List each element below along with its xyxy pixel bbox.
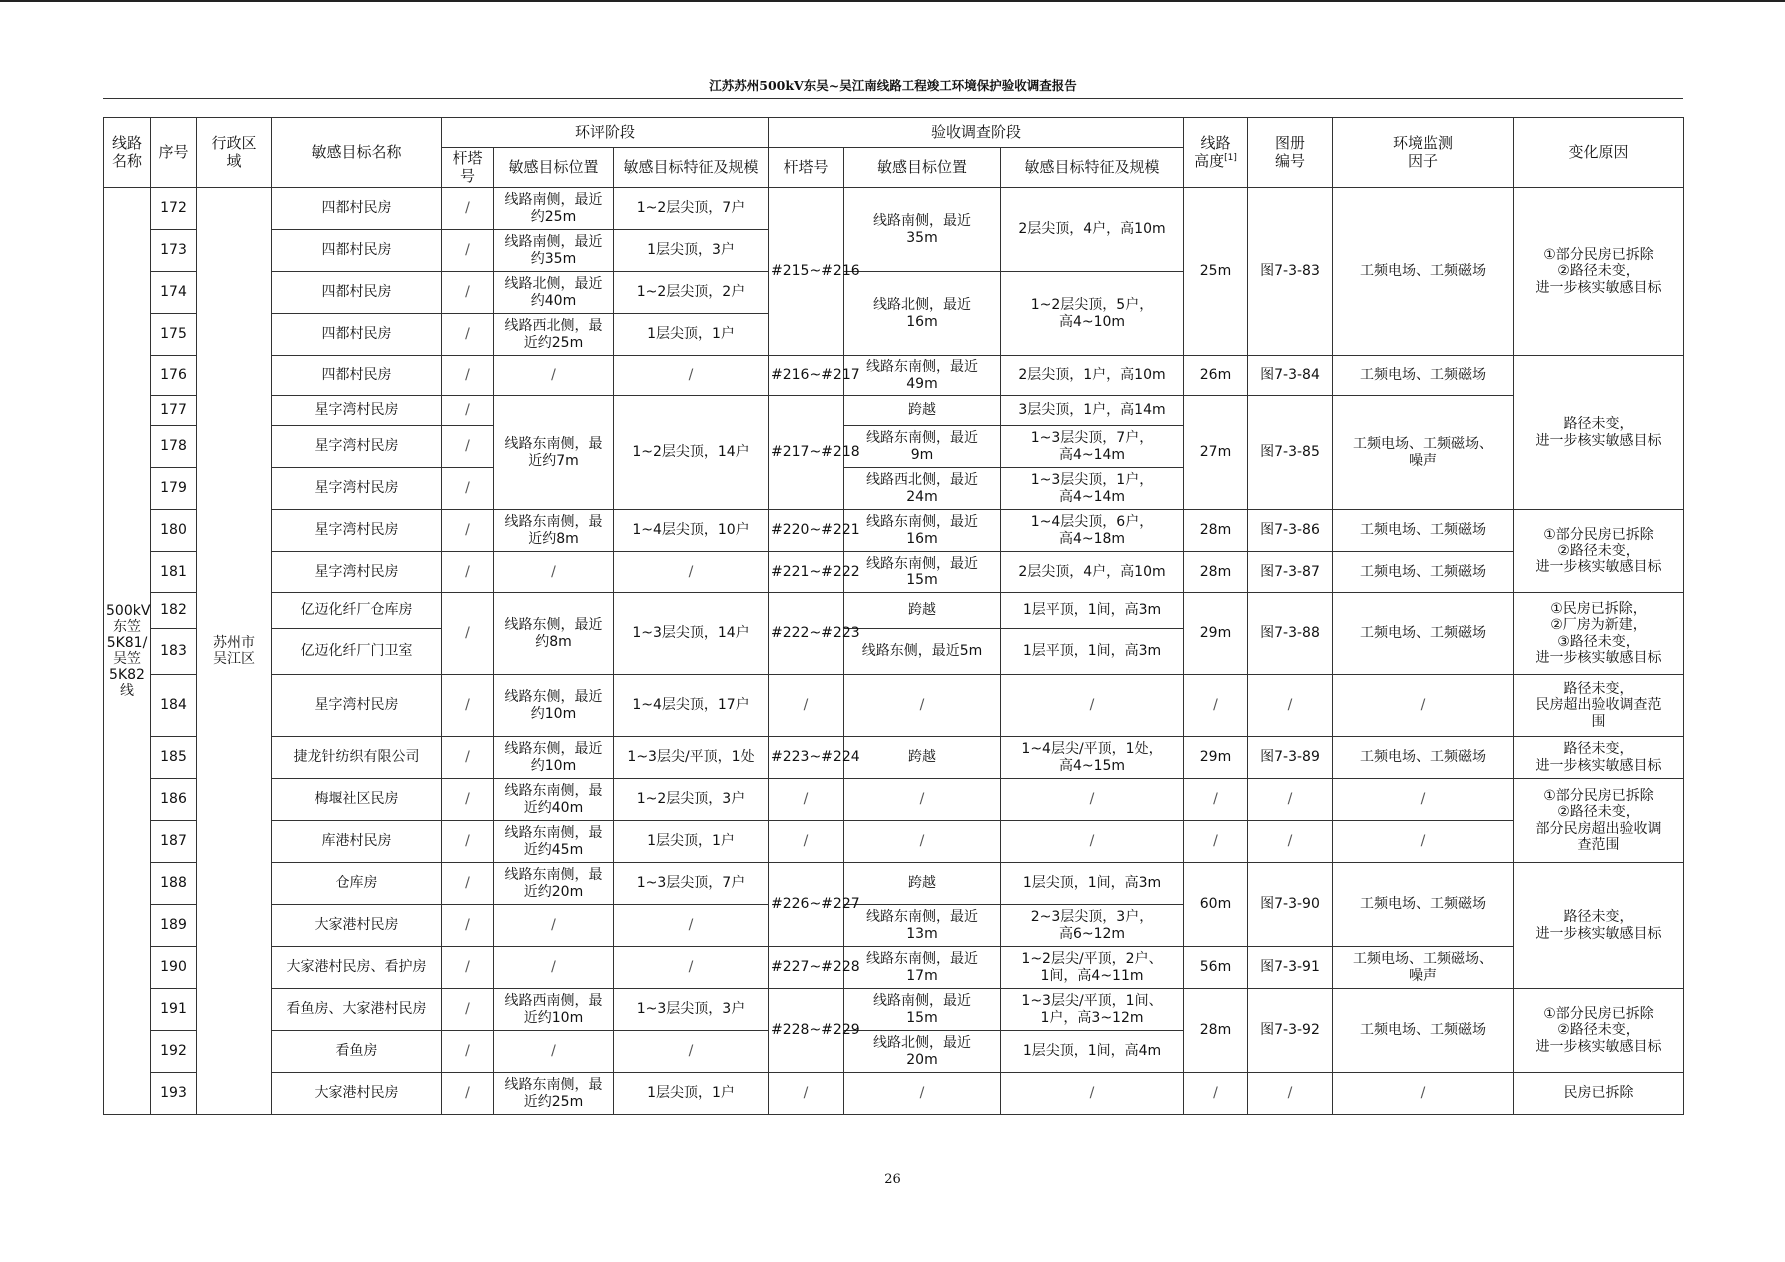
figure-no-cell: 图7-3-92 [1248,989,1333,1073]
line-height-cell: / [1184,779,1248,821]
eia-position-cell: 线路东南侧，最 近约45m [494,821,614,863]
line-height-cell: 27m [1184,396,1248,510]
eia-tower-cell: / [442,356,494,396]
eia-tower-cell: / [442,779,494,821]
header-line-height: 线路 高度[1] [1184,118,1248,188]
eia-tower-cell: / [442,314,494,356]
target-name-cell: 梅堰社区民房 [272,779,442,821]
header-seq: 序号 [151,118,197,188]
monitoring-cell: 工频电场、工频磁场 [1333,863,1514,947]
eia-features-cell: 1~3层尖/平顶，1处 [614,737,769,779]
eia-tower-cell: / [442,821,494,863]
figure-no-cell: / [1248,779,1333,821]
acc-tower-cell: #216~#217 [769,356,844,396]
target-name-cell: 四都村民房 [272,314,442,356]
eia-position-cell: 线路东南侧，最 近约25m [494,1073,614,1115]
acc-features-cell: 1层尖顶，1间，高4m [1001,1031,1184,1073]
eia-features-cell: 1~2层尖顶，7户 [614,188,769,230]
header-monitoring: 环境监测 因子 [1333,118,1514,188]
acc-position-cell: 线路东南侧，最近 13m [844,905,1001,947]
acc-position-cell: / [844,821,1001,863]
acc-position-cell: / [844,675,1001,737]
table-row [104,552,1684,593]
header-acc-position: 敏感目标位置 [844,148,1001,188]
seq-cell: 186 [151,779,197,821]
line-height-cell: 29m [1184,737,1248,779]
sensitive-targets-table [103,117,1684,1115]
figure-no-cell: / [1248,821,1333,863]
target-name-cell: 大家港村民房 [272,905,442,947]
target-name-cell: 星字湾村民房 [272,552,442,593]
acc-position-cell: 跨越 [844,863,1001,905]
target-name-cell: 四都村民房 [272,188,442,230]
line-height-cell: 56m [1184,947,1248,989]
line-height-cell: 28m [1184,552,1248,593]
eia-features-cell: 1层尖顶，1户 [614,314,769,356]
target-name-cell: 星字湾村民房 [272,468,442,510]
acc-position-cell: 跨越 [844,737,1001,779]
reason-cell: ①部分民房已拆除 ②路径未变， 进一步核实敏感目标 [1514,989,1684,1073]
eia-position-cell: 线路南侧，最近 约25m [494,188,614,230]
target-name-cell: 大家港村民房、看护房 [272,947,442,989]
eia-tower-cell: / [442,272,494,314]
target-name-cell: 库港村民房 [272,821,442,863]
figure-no-cell: 图7-3-90 [1248,863,1333,947]
monitoring-cell: 工频电场、工频磁场、 噪声 [1333,396,1514,510]
eia-position-cell: / [494,1031,614,1073]
acc-features-cell: 1~3层尖/平顶，1间、 1户，高3~12m [1001,989,1184,1031]
line-height-cell: 26m [1184,356,1248,396]
eia-position-cell: / [494,905,614,947]
target-name-cell: 捷龙针纺织有限公司 [272,737,442,779]
seq-cell: 174 [151,272,197,314]
target-name-cell: 星字湾村民房 [272,396,442,426]
seq-cell: 182 [151,593,197,629]
table-row [104,1073,1684,1115]
monitoring-cell: 工频电场、工频磁场 [1333,989,1514,1073]
line-height-cell: 28m [1184,989,1248,1073]
header-reason: 变化原因 [1514,118,1684,188]
acc-tower-cell: #217~#218 [769,396,844,510]
monitoring-cell: 工频电场、工频磁场 [1333,737,1514,779]
table-row [104,779,1684,821]
figure-no-cell: / [1248,675,1333,737]
seq-cell: 189 [151,905,197,947]
seq-cell: 173 [151,230,197,272]
table-row [104,737,1684,779]
acc-position-cell: 线路东南侧，最近 9m [844,426,1001,468]
line-height-cell: / [1184,1073,1248,1115]
line-height-cell: / [1184,675,1248,737]
header-acc-features: 敏感目标特征及规模 [1001,148,1184,188]
seq-cell: 180 [151,510,197,552]
eia-position-cell: 线路东南侧，最 近约40m [494,779,614,821]
header-rule [103,98,1683,99]
seq-cell: 183 [151,629,197,675]
acc-features-cell: / [1001,675,1184,737]
reason-cell: 路径未变， 进一步核实敏感目标 [1514,356,1684,510]
eia-position-cell: 线路西南侧，最 近约10m [494,989,614,1031]
acc-position-cell: 线路南侧，最近 35m [844,188,1001,272]
seq-cell: 188 [151,863,197,905]
acc-position-cell: 线路北侧，最近 16m [844,272,1001,356]
eia-tower-cell: / [442,863,494,905]
target-name-cell: 四都村民房 [272,272,442,314]
target-name-cell: 看鱼房 [272,1031,442,1073]
header-figure-no: 图册 编号 [1248,118,1333,188]
monitoring-cell: / [1333,1073,1514,1115]
figure-no-cell: 图7-3-84 [1248,356,1333,396]
eia-position-cell: 线路东侧，最近 约8m [494,593,614,675]
acc-tower-cell: #220~#221 [769,510,844,552]
eia-features-cell: / [614,356,769,396]
acc-features-cell: 1~4层尖顶，6户， 高4~18m [1001,510,1184,552]
seq-cell: 190 [151,947,197,989]
monitoring-cell: / [1333,821,1514,863]
acc-position-cell: 线路北侧，最近 20m [844,1031,1001,1073]
figure-no-cell: 图7-3-83 [1248,188,1333,356]
seq-cell: 179 [151,468,197,510]
acc-features-cell: 1~3层尖顶，7户， 高4~14m [1001,426,1184,468]
eia-position-cell: 线路东南侧，最 近约20m [494,863,614,905]
reason-cell: ①民房已拆除， ②厂房为新建， ③路径未变， 进一步核实敏感目标 [1514,593,1684,675]
target-name-cell: 星字湾村民房 [272,426,442,468]
seq-cell: 176 [151,356,197,396]
acc-features-cell: 2层尖顶，4户，高10m [1001,188,1184,272]
acc-features-cell: / [1001,1073,1184,1115]
acc-features-cell: 1~2层尖/平顶，2户、 1间，高4~11m [1001,947,1184,989]
table-row [104,989,1684,1031]
target-name-cell: 星字湾村民房 [272,675,442,737]
figure-no-cell: 图7-3-91 [1248,947,1333,989]
acc-position-cell: / [844,779,1001,821]
acc-features-cell: 2层尖顶，4户，高10m [1001,552,1184,593]
monitoring-cell: 工频电场、工频磁场 [1333,552,1514,593]
seq-cell: 177 [151,396,197,426]
reason-cell: 路径未变， 民房超出验收调查范 围 [1514,675,1684,737]
eia-position-cell: / [494,356,614,396]
acc-position-cell: 线路西北侧，最近 24m [844,468,1001,510]
line-height-cell: / [1184,821,1248,863]
acc-features-cell: 1层尖顶，1间，高3m [1001,863,1184,905]
acc-tower-cell: / [769,779,844,821]
seq-cell: 175 [151,314,197,356]
eia-tower-cell: / [442,230,494,272]
table-row [104,593,1684,629]
page-number: 26 [884,1172,901,1187]
monitoring-cell: 工频电场、工频磁场 [1333,510,1514,552]
eia-position-cell: / [494,947,614,989]
monitoring-cell: 工频电场、工频磁场、 噪声 [1333,947,1514,989]
reason-cell: 路径未变， 进一步核实敏感目标 [1514,863,1684,989]
eia-features-cell: / [614,947,769,989]
figure-no-cell: 图7-3-85 [1248,396,1333,510]
eia-tower-cell: / [442,426,494,468]
line-height-cell: 28m [1184,510,1248,552]
monitoring-cell: 工频电场、工频磁场 [1333,356,1514,396]
acc-features-cell: 3层尖顶，1户，高14m [1001,396,1184,426]
reason-cell: ①部分民房已拆除 ②路径未变， 进一步核实敏感目标 [1514,510,1684,593]
eia-features-cell: 1~2层尖顶，14户 [614,396,769,510]
acc-position-cell: 线路东南侧，最近 17m [844,947,1001,989]
target-name-cell: 星字湾村民房 [272,510,442,552]
acc-position-cell: / [844,1073,1001,1115]
target-name-cell: 亿迈化纤厂门卫室 [272,629,442,675]
target-name-cell: 大家港村民房 [272,1073,442,1115]
eia-features-cell: / [614,552,769,593]
eia-features-cell: 1~3层尖顶，3户 [614,989,769,1031]
eia-features-cell: / [614,905,769,947]
eia-features-cell: 1~2层尖顶，2户 [614,272,769,314]
header-target-name: 敏感目标名称 [272,118,442,188]
eia-tower-cell: / [442,552,494,593]
eia-position-cell: 线路南侧，最近 约35m [494,230,614,272]
header-line-name: 线路 名称 [104,118,151,188]
table-row [104,188,1684,230]
acc-features-cell: 1层平顶，1间，高3m [1001,593,1184,629]
header-eia-features: 敏感目标特征及规模 [614,148,769,188]
target-name-cell: 四都村民房 [272,230,442,272]
acc-position-cell: 跨越 [844,593,1001,629]
eia-position-cell: 线路东侧，最近 约10m [494,675,614,737]
seq-cell: 181 [151,552,197,593]
eia-tower-cell: / [442,510,494,552]
seq-cell: 178 [151,426,197,468]
eia-features-cell: 1~3层尖顶，7户 [614,863,769,905]
top-border [0,0,1785,2]
acc-features-cell: 2~3层尖顶，3户， 高6~12m [1001,905,1184,947]
table-row [104,396,1684,426]
seq-cell: 192 [151,1031,197,1073]
acc-tower-cell: #222~#223 [769,593,844,675]
acc-position-cell: 线路东南侧，最近 49m [844,356,1001,396]
eia-features-cell: 1层尖顶，1户 [614,821,769,863]
target-name-cell: 四都村民房 [272,356,442,396]
figure-no-cell: 图7-3-89 [1248,737,1333,779]
eia-tower-cell: / [442,737,494,779]
figure-no-cell: / [1248,1073,1333,1115]
eia-tower-cell: / [442,1073,494,1115]
figure-no-cell: 图7-3-87 [1248,552,1333,593]
acc-tower-cell: / [769,1073,844,1115]
eia-tower-cell: / [442,1031,494,1073]
header-acceptance-stage: 验收调查阶段 [769,118,1184,148]
eia-features-cell: / [614,1031,769,1073]
district-cell: 苏州市 吴江区 [197,188,272,1115]
eia-tower-cell: / [442,947,494,989]
header-eia-tower: 杆塔 号 [442,148,494,188]
eia-position-cell: / [494,552,614,593]
eia-features-cell: 1~4层尖顶，10户 [614,510,769,552]
acc-position-cell: 线路东侧，最近5m [844,629,1001,675]
eia-features-cell: 1~3层尖顶，14户 [614,593,769,675]
acc-features-cell: 1~4层尖/平顶，1处， 高4~15m [1001,737,1184,779]
eia-tower-cell: / [442,675,494,737]
acc-features-cell: 1~3层尖顶，1户， 高4~14m [1001,468,1184,510]
reason-cell: 路径未变， 进一步核实敏感目标 [1514,737,1684,779]
acc-tower-cell: #227~#228 [769,947,844,989]
acc-tower-cell: / [769,675,844,737]
monitoring-cell: 工频电场、工频磁场 [1333,188,1514,356]
figure-no-cell: 图7-3-88 [1248,593,1333,675]
acc-features-cell: 2层尖顶，1户，高10m [1001,356,1184,396]
table-row [104,675,1684,737]
monitoring-cell: 工频电场、工频磁场 [1333,593,1514,675]
eia-features-cell: 1层尖顶，3户 [614,230,769,272]
eia-features-cell: 1层尖顶，1户 [614,1073,769,1115]
eia-position-cell: 线路北侧，最近 约40m [494,272,614,314]
header-eia-position: 敏感目标位置 [494,148,614,188]
table-row [104,863,1684,905]
eia-features-cell: 1~2层尖顶，3户 [614,779,769,821]
table-row [104,510,1684,552]
acc-tower-cell: #226~#227 [769,863,844,947]
target-name-cell: 仓库房 [272,863,442,905]
eia-tower-cell: / [442,905,494,947]
table-row [104,947,1684,989]
acc-position-cell: 跨越 [844,396,1001,426]
eia-tower-cell: / [442,468,494,510]
seq-cell: 185 [151,737,197,779]
acc-features-cell: / [1001,821,1184,863]
acc-tower-cell: #215~#216 [769,188,844,356]
figure-no-cell: 图7-3-86 [1248,510,1333,552]
eia-position-cell: 线路东侧，最近 约10m [494,737,614,779]
acc-tower-cell: / [769,821,844,863]
table-row [104,821,1684,863]
reason-cell: ①部分民房已拆除 ②路径未变， 进一步核实敏感目标 [1514,188,1684,356]
seq-cell: 191 [151,989,197,1031]
target-name-cell: 亿迈化纤厂仓库房 [272,593,442,629]
eia-position-cell: 线路东南侧，最 近约8m [494,510,614,552]
header-eia-stage: 环评阶段 [442,118,769,148]
seq-cell: 172 [151,188,197,230]
monitoring-cell: / [1333,675,1514,737]
eia-tower-cell: / [442,989,494,1031]
line-height-cell: 25m [1184,188,1248,356]
eia-tower-cell: / [442,188,494,230]
seq-cell: 193 [151,1073,197,1115]
header-district: 行政区 域 [197,118,272,188]
eia-position-cell: 线路西北侧，最 近约25m [494,314,614,356]
document-header: 江苏苏州500kV东吴~吴江南线路工程竣工环境保护验收调查报告 [709,78,1077,93]
seq-cell: 187 [151,821,197,863]
seq-cell: 184 [151,675,197,737]
acc-position-cell: 线路东南侧，最近 16m [844,510,1001,552]
target-name-cell: 看鱼房、大家港村民房 [272,989,442,1031]
table-row [104,356,1684,396]
acc-tower-cell: #228~#229 [769,989,844,1073]
acc-position-cell: 线路东南侧，最近 15m [844,552,1001,593]
eia-features-cell: 1~4层尖顶，17户 [614,675,769,737]
reason-cell: 民房已拆除 [1514,1073,1684,1115]
acc-features-cell: / [1001,779,1184,821]
acc-tower-cell: #223~#224 [769,737,844,779]
line-name-cell: 500kV 东笠 5K81/ 吴笠 5K82 线 [104,188,151,1115]
line-height-cell: 60m [1184,863,1248,947]
eia-tower-cell: / [442,593,494,675]
acc-position-cell: 线路南侧，最近 15m [844,989,1001,1031]
monitoring-cell: / [1333,779,1514,821]
acc-tower-cell: #221~#222 [769,552,844,593]
acc-features-cell: 1层平顶，1间，高3m [1001,629,1184,675]
eia-position-cell: 线路东南侧，最 近约7m [494,396,614,510]
acc-features-cell: 1~2层尖顶，5户， 高4~10m [1001,272,1184,356]
header-acc-tower: 杆塔号 [769,148,844,188]
line-height-cell: 29m [1184,593,1248,675]
reason-cell: ①部分民房已拆除 ②路径未变， 部分民房超出验收调 查范围 [1514,779,1684,863]
eia-tower-cell: / [442,396,494,426]
